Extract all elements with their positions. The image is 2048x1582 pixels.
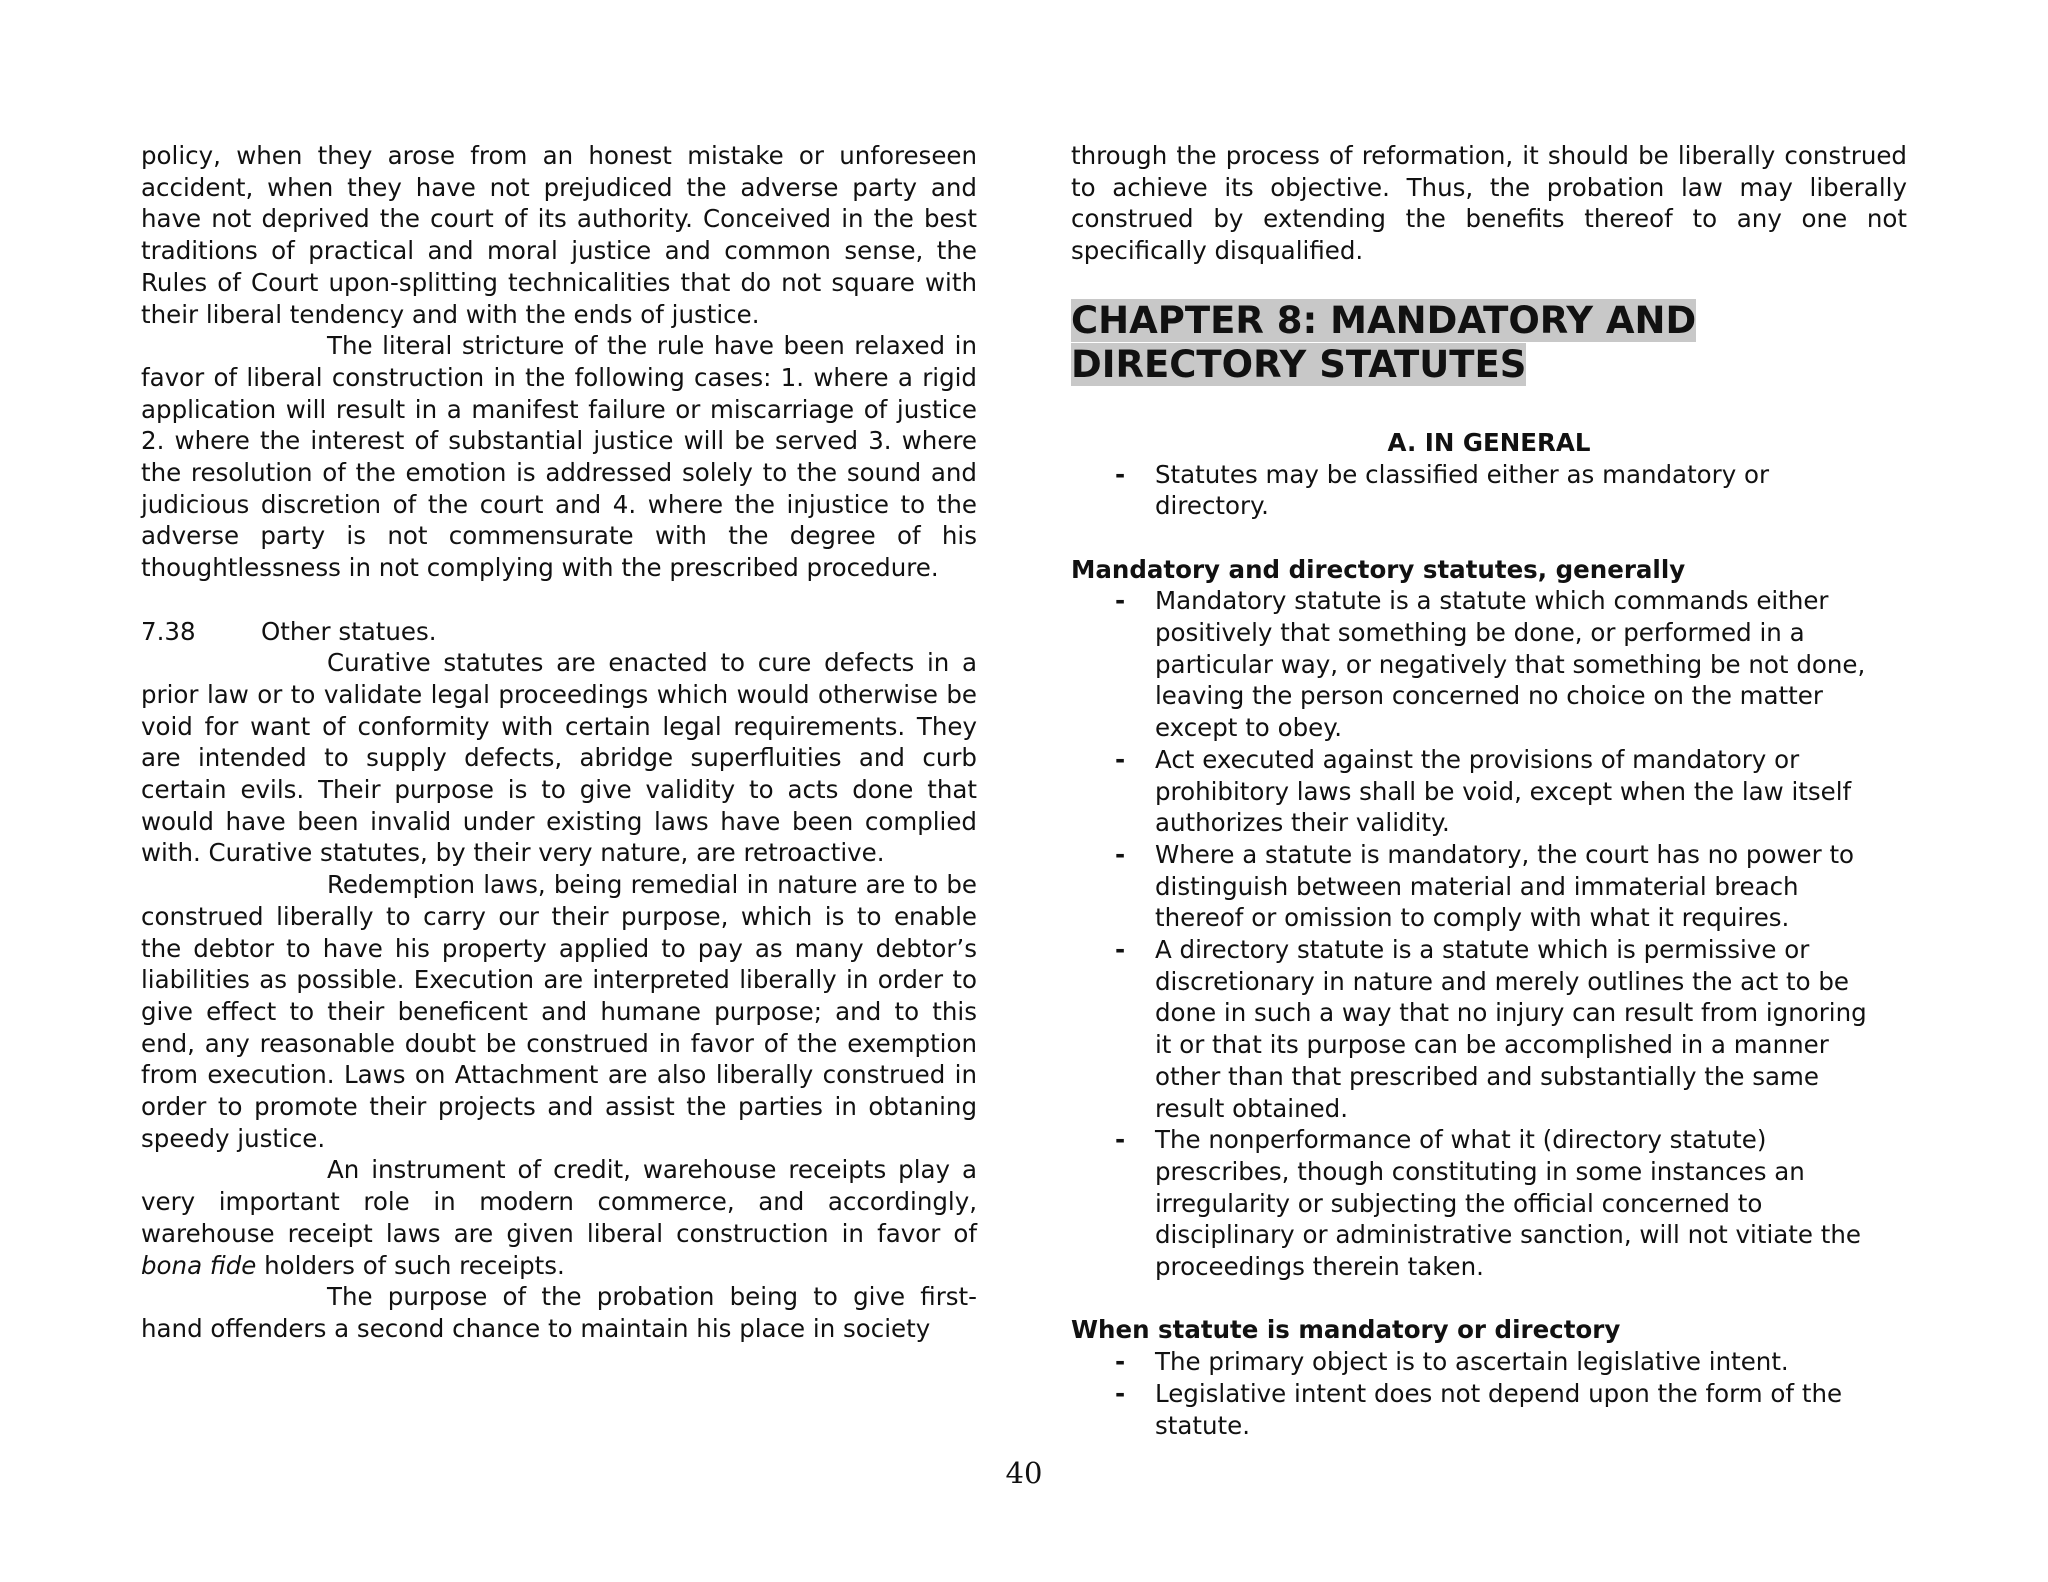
heading-mandatory-directory-generally: Mandatory and directory statutes, generally: [1071, 554, 1686, 584]
spacer: [1071, 1283, 1907, 1315]
list-item: [1071, 1378, 1907, 1441]
list-item: [1071, 1124, 1907, 1283]
chapter-title: [1071, 299, 1907, 387]
list-item: [1071, 459, 1907, 522]
left-paragraph-curative: Curative statutes are enacted to cure defects in a prior law or to validate legal proceedings which would otherwise be void for want of conformity with certain legal requirements. They are intended to supply defects, abridge superfluities and curb certain evils. Their purpose is to give validity to acts done that would have been invalid under existing laws have been complied with. Curative statutes, by their very nature, are retroactive.: [141, 648, 977, 868]
list-item-text: Legislative intent does not depend upon the form of the statute.: [1155, 1378, 1843, 1440]
list-item-text: Mandatory statute is a statute which commands either positively that something be done, or performed in a particular way, or negatively that something be not done, leaving the person concerned no choice on the matter except to obey.: [1155, 586, 1866, 743]
warehouse-text-after: holders of such receipts.: [256, 1250, 565, 1280]
bullet-dash: -: [1115, 839, 1126, 869]
section-number: 7.38: [141, 616, 196, 646]
general-list: [1071, 459, 1907, 522]
list-item: [1071, 934, 1907, 1124]
chapter-title-line-2: DIRECTORY STATUTES: [1071, 342, 1527, 386]
bullet-dash: -: [1115, 744, 1126, 774]
bullet-dash: -: [1115, 1378, 1126, 1408]
section-title: Other statues.: [261, 616, 437, 646]
section-heading-7-38: [141, 616, 977, 648]
heading-when-mandatory-or-directory: When statute is mandatory or directory: [1071, 1315, 1621, 1345]
left-paragraph-warehouse: [141, 1154, 977, 1281]
list-item-text: Act executed against the provisions of mandatory or prohibitory laws shall be void, except when the law itself authorizes their validity.: [1155, 744, 1852, 838]
list-item: [1071, 839, 1907, 934]
list-item: [1071, 1346, 1907, 1378]
list-item: [1071, 744, 1907, 839]
mandatory-directory-list: [1071, 585, 1907, 1282]
list-item-text: The primary object is to ascertain legislative intent.: [1155, 1347, 1789, 1377]
spacer: [1071, 522, 1907, 554]
list-item-text: The nonperformance of what it (directory statute) prescribes, though constituting in some instances an irregularity or subjecting the official concerned to disciplinary or administrative sanction, will not vitiate the proceedings therein taken.: [1155, 1125, 1861, 1282]
left-paragraph-redemption: Redemption laws, being remedial in nature are to be construed liberally to carry our their purpose, which is to enable the debtor to have his property applied to pay as many debtor’s liabilities as possible. Execution are interpreted liberally in order to give effect to their beneficent and humane purpose; and to this end, any reasonable doubt be construed in favor of the exemption from execution. Laws on Attachment are also liberally construed in order to promote their projects and assist the parties in obtaning speedy justice.: [141, 870, 977, 1153]
bona-fide-italic: bona fide: [141, 1250, 257, 1280]
spacer: [141, 584, 977, 616]
page-number: 40: [1005, 1456, 1043, 1490]
subheading-in-general: A. IN GENERAL: [1387, 427, 1591, 457]
left-paragraph-2: The literal stricture of the rule have been relaxed in favor of liberal construction in the following cases: 1. where a rigid application will result in a manifest failure or miscarriage of justice 2. where the interest of substantial justice will be served 3. where the resolution of the emotion is addressed solely to the sound and judicious discretion of the court and 4. where the injustice to the adverse party is not commensurate with the degree of his thoughtlessness in not complying with the prescribed procedure.: [141, 331, 977, 583]
warehouse-text-before: An instrument of credit, warehouse receipts play a very important role in modern commerce, and accordingly, warehouse receipt laws are given liberal construction in favor of: [141, 1155, 977, 1248]
bullet-dash: -: [1115, 935, 1126, 965]
bullet-dash: -: [1115, 459, 1126, 489]
left-column: [141, 140, 977, 1345]
left-paragraph-probation: The purpose of the probation being to give first-hand offenders a second chance to maintain his place in society: [141, 1282, 977, 1343]
bullet-dash: -: [1115, 1347, 1126, 1377]
legislative-intent-list: [1071, 1346, 1907, 1441]
bullet-dash: -: [1115, 586, 1126, 616]
right-column: [1071, 140, 1907, 1441]
list-item-text: A directory statute is a statute which is permissive or discretionary in nature and merely outlines the act to be done in such a way that no injury can result from ignoring it or that its purpose can be accomplished in a manner other than that prescribed and substantially the same result obtained.: [1155, 935, 1867, 1123]
chapter-title-line-1: CHAPTER 8: MANDATORY AND: [1071, 298, 1697, 342]
list-item-text: Where a statute is mandatory, the court has no power to distinguish between material and immaterial breach thereof or omission to comply with what it requires.: [1155, 839, 1855, 933]
list-item: [1071, 585, 1907, 744]
right-paragraph-1: through the process of reformation, it should be liberally construed to achieve its objective. Thus, the probation law may liberally construed by extending the benefits thereof to any one not specifically disqualified.: [1071, 141, 1907, 266]
bullet-dash: -: [1115, 1125, 1126, 1155]
left-paragraph-1: policy, when they arose from an honest mistake or unforeseen accident, when they have not prejudiced the adverse party and have not deprived the court of its authority. Conceived in the best traditions of practical and moral justice and common sense, the Rules of Court upon-splitting technicalities that do not square with their liberal tendency and with the ends of justice.: [141, 141, 977, 329]
list-item-text: Statutes may be classified either as mandatory or directory.: [1155, 459, 1770, 521]
